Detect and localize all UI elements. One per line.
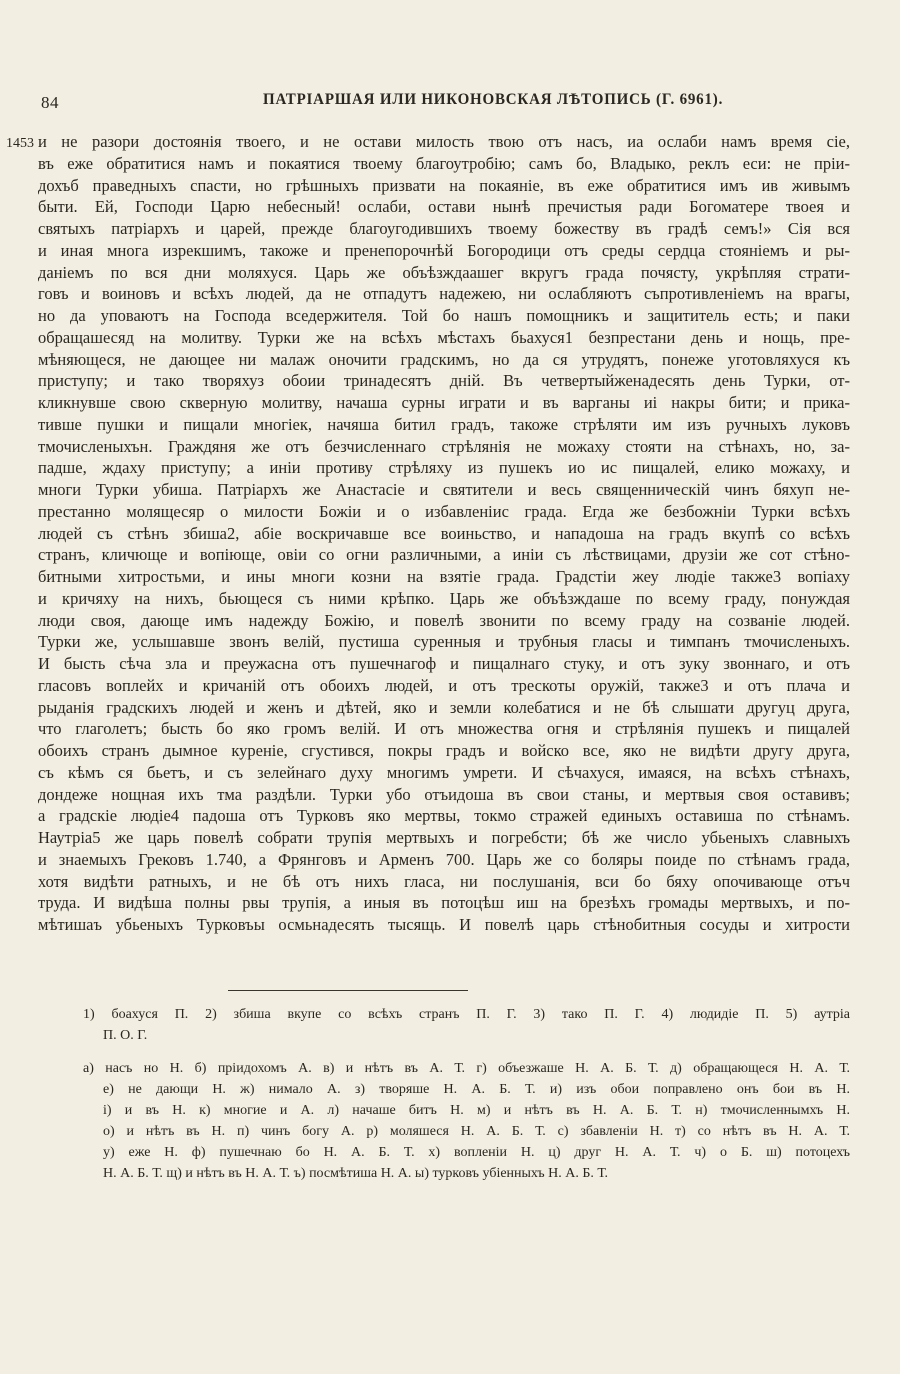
text-line: обоихъ странъ дымное куреніе, сгустився, покры градъ и войско все, яко не видѣти другу друга,	[38, 741, 850, 760]
lettered-footnotes	[83, 1058, 850, 1185]
text-line: быти. Ей, Господи Царю небесный! ослаби, остави нынѣ пречистыя ради Богоматере твоея и	[38, 197, 850, 217]
footnote-line: 1) боахуся П. 2) збиша вкупе со всѣхъ странъ П. Г. 3) тако П. Г. 4) людидіе П. 5) аутріа	[83, 1007, 850, 1022]
text-line: многи Турки убиша. Патріархъ же Анастасіе и святители и весь священническій чинъ бяхуп не-	[38, 480, 850, 499]
text-line: и кричяху на нихъ, бьющеся съ ними крѣпко. Царь же объѣзждаше по всему граду, понуждая	[38, 588, 850, 608]
footnote-line: і) и въ Н. к) многие и А. л) начаше битъ Н. м) и нѣтъ въ Н. А. Б. Т. н) тмочисленнымхъ Н.	[103, 1103, 850, 1119]
text-line: дондеже нощная ихъ тма раздѣли. Турки убо отъидоша въ свои станы, и мертвыя своя оставивъ;	[38, 784, 850, 804]
page-number: 84	[41, 93, 59, 112]
footnote-line: Н. А. Б. Т. щ) и нѣтъ въ Н. А. Т. ъ) посмѣтиша Н. А. ы) турковъ убіенныхъ Н. А. Б. Т.	[103, 1166, 609, 1182]
text-line: рыданія градскихъ людей и женъ и дѣтей, яко и земли колебатися и не бѣ слышати другуц друга,	[38, 697, 850, 717]
text-line: труда. И видѣша полны рвы трупія, а иныя въ потоцѣш иш на брезѣхъ громады мертвыхъ, и по-	[38, 893, 850, 913]
footnote-line: е) не дающи Н. ж) нимало А. з) творяше Н. А. Б. Т. и) изъ обои поправлено онъ бои въ Н.	[103, 1082, 850, 1098]
text-line: и знаемыхъ Грековъ 1.740, а Фрянговъ и Арменъ 700. Царь же со боляры поиде по стѣнамъ града,	[38, 849, 850, 869]
text-line: приступу; и тако творяхуз обоии тринадесятъ дній. Въ четвертыйженадесять день Турки, от-	[38, 371, 850, 391]
footnote-line: у) еже Н. ф) пушечнаю бо Н. А. Б. Т. х) вопленіи Н. ц) друг Н. А. Т. ч) о Б. ш) потоцехъ	[103, 1145, 850, 1161]
text-line: Турки же, услышавше звонъ велій, пустиша суренныя и трубныя гласы и тимпанъ тмочисленыхъ.	[38, 632, 850, 652]
text-line: мѣтишаъ убьеныхъ Турковъы осмьнадесять тысящь. И повелѣ царь стѣнобитныя сосуды и хитрости	[38, 915, 850, 934]
text-line: святыхъ патріархъ и царей, прежде благоугодившихъ твоему божеству въ градѣ семъ!» Сія вся	[38, 219, 850, 238]
text-line: странъ, кличюще и вопіюще, овіи со огни различными, а иніи съ лѣствицами, друзіи же сот стѣно-	[38, 545, 850, 565]
text-line: Наутріа5 же царь повелѣ собрати трупія мертвыхъ и погребсти; бѣ же число убьеныхъ славныхъ	[38, 828, 850, 847]
text-line: и не разори достоянія твоего, и не остави милость твою отъ насъ, иа ослаби намъ время сіе,	[38, 132, 850, 151]
text-line: хотя видѣти ратныхъ, и не бѣ отъ нихъ гласа, ни послушанія, вси бо бяху опочивающе отъч	[38, 871, 850, 891]
footnote-line: о) и нѣтъ въ Н. п) чинъ богу А. р) моляшеся Н. А. Б. Т. с) збавленіи Н. т) со нѣтъ въ Н. А. Т.	[103, 1124, 850, 1140]
text-line: битными хитростьми, и ины многи козни на взятіе града. Градстіи жеу людіе также3 вопіаху	[38, 567, 850, 586]
text-line: что глаголетъ; бысть бо яко громъ велій. И отъ множества огня и стрѣлянія пушекъ и пищалей	[38, 719, 850, 739]
text-line: тмочисленыхън. Граждяня же отъ безчисленнаго стрѣлянія не можаху стояти на стѣнахъ, но, за-	[38, 436, 850, 456]
text-line: а градскіе людіе4 падоша отъ Турковъ яко мертвы, токмо стражей единыхъ оставиша по стѣнамъ.	[38, 806, 850, 826]
text-line: тивше пушки и пищали многіек, начяша битил градъ, такоже стрѣляти им изъ ручныхъ луковъ	[38, 414, 850, 434]
text-line: обращашесяд на молитву. Турки же на всѣхъ мѣстахъ бьахуся1 безпрестани день и нощь, пре-	[38, 327, 850, 347]
running-header: ПАТРІАРШАЯ ИЛИ НИКОНОВСКАЯ ЛѢТОПИСЬ (Г. 6961).	[263, 91, 724, 109]
text-line: людей съ стѣнъ збиша2, абіе воскричавше все воиньство, и нападоша на градъ вкупѣ со всѣхъ	[38, 523, 850, 543]
text-line: говъ и воиновъ и всѣхъ людей, да не отпадутъ надежею, ни ослабляютъ съпротивленіемъ на врагы,	[38, 284, 850, 304]
text-line: падше, ждаху приступу; а иніи противу стрѣляху из пушекъ ио ис пищалей, елико можаху, и	[38, 458, 850, 478]
text-line: въ еже обратитися намъ и покаятися твоему благоутробію; самъ бо, Владыко, реклъ еси: не пріи-	[38, 153, 850, 173]
text-line: даніемъ по вся дни моляхуся. Царь же объѣзждаашег вкругъ града почясту, укрѣпляя страти-	[38, 262, 850, 282]
footnote-line: П. О. Г.	[103, 1028, 148, 1044]
text-line: мѣняющеся, не дающее ни малаж оночити градскимъ, но да ся утрудятъ, понеже уготовляхуся къ	[38, 349, 850, 369]
text-line: дохъб праведныхъ спасти, но грѣшныхъ призвати на покаяніе, въ еже обратитися имъ ив живымъ	[38, 175, 850, 195]
text-line: И бысть сѣча зла и преужасна отъ пушечнагоф и пищалнаго стуку, и отъ зуку звоннаго, и отъ	[38, 654, 850, 673]
text-line: гласовъ воплейх и кричаній отъ обоихъ людей, и отъ трескоты оружій, также3 и отъ плача и	[38, 675, 850, 695]
footnote-divider	[228, 990, 468, 991]
text-line: престанно молящесяр о милости Божіи и о избавленіис града. Егда же безбожніи Турки всѣхъ	[38, 501, 850, 521]
footnote-line: а) насъ но Н. б) пріидохомъ А. в) и нѣтъ въ А. Т. г) объезжаше Н. А. Б. Т. д) обращающеся Н. А. Т.	[83, 1061, 850, 1076]
text-line: кликнувше свою скверную молитву, начаша сурны играти и въ варганы иi накры бити; и прика-	[38, 393, 850, 412]
text-line: но да уповаютъ на Господа вседержителя. Той бо нашъ помощникъ и защититель есть; и паки	[38, 306, 850, 325]
text-line: люди своя, дающе имъ надежду Божію, и повелѣ звонити по всему граду на созваніе людей.	[38, 610, 850, 630]
text-line: и иная многа изрекшимъ, такоже и пренепорочнѣй Богородици отъ среды сердца стояніемъ и ры-	[38, 240, 850, 260]
margin-year: 1453	[6, 136, 34, 151]
numbered-footnotes	[83, 1004, 850, 1046]
main-text	[38, 131, 850, 936]
text-line: съ кѣмъ ся бьетъ, и съ зелейнаго духу многимъ умрети. И сѣчахуся, имаяся, на всѣхъ стѣнахъ,	[38, 762, 850, 782]
